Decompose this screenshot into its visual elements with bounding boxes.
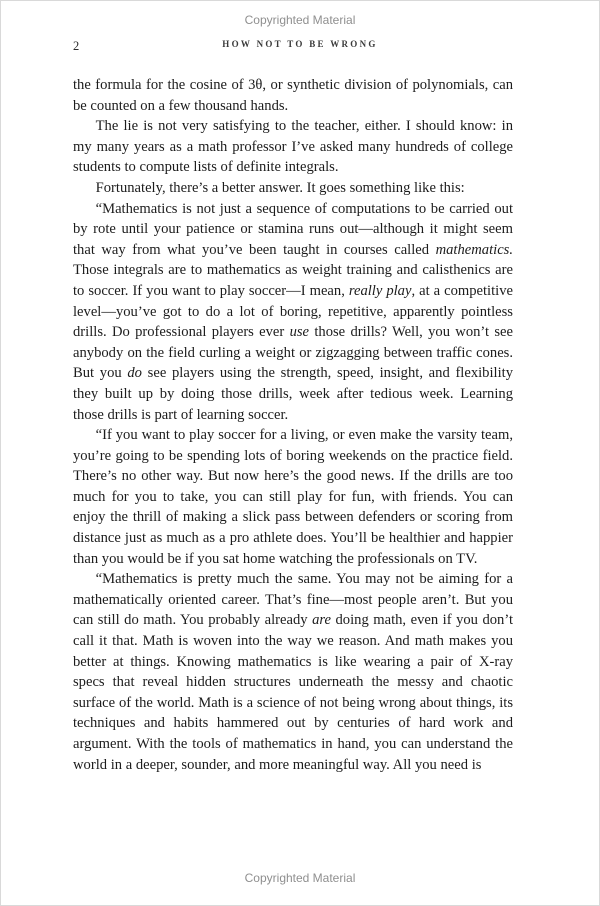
text-run: are <box>312 612 331 629</box>
page-body <box>73 75 513 775</box>
paragraph <box>73 569 513 775</box>
text-run: mathematics. <box>435 241 513 258</box>
paragraph <box>73 116 513 178</box>
paragraph <box>73 425 513 569</box>
running-header <box>1 39 599 55</box>
text-run: doing math, even if you don’t call it that. Math is woven into the way we reason. And math makes you better at things. Knowing mathematics is like wearing a pair of X-ray specs that reveal hidden structures underneath the messy and chaotic surface of the world. Math is a science of not being wrong about things, its techniques and habits hammered out by centuries of hard work and argument. With the tools of mathematics in hand, you can understand the world in a deeper, sounder, and more meaningful way. All you need is <box>73 612 514 773</box>
text-run: , at a competitive level—you’ve got to do a lot of boring, repetitive, apparently pointless drills. Do professional players ever <box>73 282 513 341</box>
text-run: “If you want to play soccer for a living, or even make the varsity team, you’re going to be spending lots of boring weekends on the practice field. There’s no other way. But now here’s the good news. If the drills are too much for you to take, you can still play for fun, with friends. You can enjoy the thrill of making a slick pass between defenders or scoring from distance just as much as a pro athlete does. You’ll be healthier and happier than you would be if you sat home watching the professionals on TV. <box>73 427 513 567</box>
text-run: really play <box>348 282 412 299</box>
copyright-notice-top: Copyrighted Material <box>244 13 356 27</box>
text-run: those drills? Well, you won’t see anybody on the field curling a weight or zigzagging between traffic cones. But you <box>73 324 514 382</box>
text-run: “Mathematics is pretty much the same. You may not be aiming for a mathematically oriented career. That’s fine—most people aren’t. But you can still do math. You probably already <box>73 571 513 629</box>
text-run: see players using the strength, speed, insight, and flexibility they built up by doing those drills, week after tedious week. Learning those drills is part of learning soccer. <box>73 365 513 423</box>
paragraph <box>73 178 513 199</box>
text-run: do <box>127 365 142 382</box>
text-run: the formula for the cosine of 3θ, or synthetic division of polynomials, can be counted on a few thousand hands. <box>73 77 513 114</box>
text-run: use <box>289 324 310 341</box>
text-run: Those integrals are to mathematics as weight training and calisthenics are to soccer. If you want to play soccer—I mean, <box>73 262 513 299</box>
text-run: “Mathematics is not just a sequence of computations to be carried out by rote until your patience or stamina runs out—although it might seem that way from what you’ve been taught in courses called <box>73 200 513 258</box>
copyright-notice-bottom: Copyrighted Material <box>244 871 356 885</box>
paragraph <box>73 199 513 426</box>
page-number: 2 <box>73 39 80 53</box>
text-run: The lie is not very satisfying to the teacher, either. I should know: in my many years as a math professor I’ve asked many hundreds of college students to compute lists of definite integrals. <box>73 118 513 176</box>
paragraph <box>73 75 513 116</box>
text-run: Fortunately, there’s a better answer. It goes something like this: <box>95 179 465 196</box>
running-header-title: HOW NOT TO BE WRONG <box>222 39 378 49</box>
